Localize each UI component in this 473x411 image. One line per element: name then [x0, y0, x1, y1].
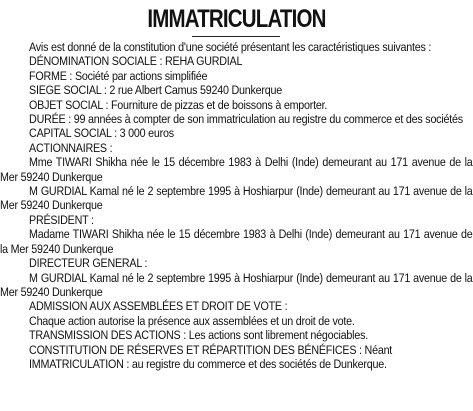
general-director-heading: DIRECTEUR GENERAL : [29, 256, 148, 271]
registered-office-line: SIEGE SOCIAL : 2 rue Albert Camus 59240 Dunkerque [29, 83, 282, 98]
share-capital-line: CAPITAL SOCIAL : 3 000 euros [29, 126, 174, 141]
company-name-line: DÉNOMINATION SOCIALE : REHA GURDIAL [29, 54, 243, 69]
shareholder-2-paragraph: M GURDIAL Kamal né le 2 septembre 1995 à Hoshiarpur (Inde) demeurant au 171 avenue de la Mer 59240 Dunkerque [0, 184, 473, 213]
intro-paragraph: Avis est donné de la constitution d'une société présentant les caractéristiques suivantes : [29, 40, 432, 54]
meetings-voting-heading: ADMISSION AUX ASSEMBLÉES ET DROIT DE VOTE : [29, 299, 288, 314]
shareholder-1-paragraph: Mme TIWARI Shikha née le 15 décembre 1983 à Delhi (Inde) demeurant au 171 avenue de la Mer 59240 Dunkerque [0, 155, 473, 184]
registration-line: IMMATRICULATION : au registre du commerce et des sociétés de Dunkerque. [29, 356, 387, 371]
duration-paragraph: DURÉE : 99 années à compter de son immatriculation au registre du commerce et des sociétés [29, 112, 463, 127]
legal-form-line: FORME : Société par actions simplifiée [29, 68, 208, 83]
president-paragraph: Madame TIWARI Shikha née le 15 décembre 1983 à Delhi (Inde) demeurant au 171 avenue de la Mer 59240 Dunkerque [0, 227, 473, 256]
corporate-purpose-line: OBJET SOCIAL : Fourniture de pizzas et de boissons à emporter. [29, 97, 328, 112]
share-transfer-line: TRANSMISSION DES ACTIONS : Les actions sont librement négociables. [29, 328, 368, 343]
notice-title: IMMATRICULATION [147, 5, 326, 33]
title-underline [192, 36, 280, 37]
meetings-voting-line: Chaque action autorise la présence aux assemblées et un droit de vote. [29, 313, 355, 328]
general-director-paragraph: M GURDIAL Kamal né le 2 septembre 1995 à Hoshiarpur (Inde) demeurant au 171 avenue de la Mer 59240 Dunkerque [0, 270, 473, 299]
shareholders-heading: ACTIONNAIRES : [29, 140, 113, 155]
president-heading: PRÉSIDENT : [29, 212, 94, 227]
reserves-profits-line: CONSTITUTION DE RÉSERVES ET RÉPARTITION DES BÉNÉFICES : Néant [29, 342, 393, 357]
notice-body [0, 40, 473, 371]
